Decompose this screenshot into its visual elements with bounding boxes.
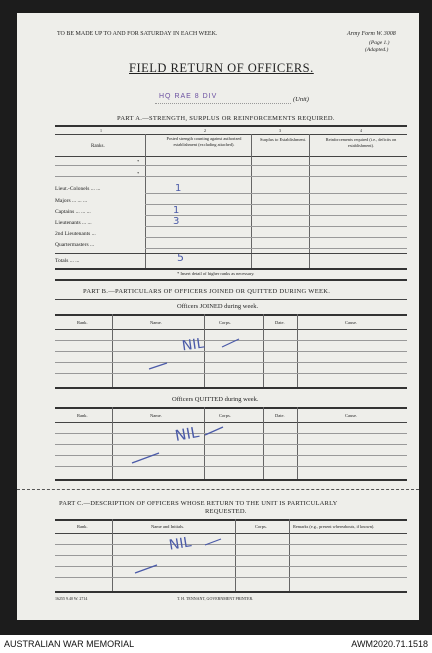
captains-value: 1 xyxy=(173,205,180,216)
part-c-title-line2: REQUESTED. xyxy=(205,508,247,515)
form-page xyxy=(17,13,419,620)
part-b-top-rule xyxy=(55,279,407,281)
col-header-corps: Corps. xyxy=(255,524,267,529)
col-header-remarks: Remarks (e.g., present whereabouts, if known). xyxy=(293,524,375,529)
header-instruction: TO BE MADE UP TO AND FOR SATURDAY IN EACH WEEK. xyxy=(57,31,218,37)
page-title: FIELD RETURN OF OFFICERS. xyxy=(129,61,314,75)
form-page-note: (Page 1.) xyxy=(369,40,390,46)
quitted-strike-mark xyxy=(127,423,237,468)
col-header-name: Name. xyxy=(150,413,162,418)
part-c-strike-mark xyxy=(127,533,237,578)
col-divider xyxy=(297,407,298,479)
part-c-title-line1: PART C.—DESCRIPTION OF OFFICERS WHOSE RETURN TO THE UNIT IS PARTICULARLY xyxy=(59,500,338,507)
col-header-corps: Corps. xyxy=(219,320,231,325)
col-header-name-initials: Name and Initials. xyxy=(151,524,185,529)
col-header-surplus: Surplus to Establishment. xyxy=(259,137,307,142)
footnote: * Insert detail of higher ranks as necessary. xyxy=(177,271,255,276)
row-rule xyxy=(145,237,407,238)
part-c-handwriting: NIL xyxy=(167,534,193,554)
joined-handwriting: NIL xyxy=(180,335,206,355)
part-a-title: PART A.—STRENGTH, SURPLUS OR REINFORCEMENTS REQUIRED. xyxy=(117,115,335,122)
rule xyxy=(55,387,407,389)
quitted-subtitle: Officers QUITTED during week. xyxy=(172,396,259,403)
col-header-date: Date. xyxy=(275,413,285,418)
unit-line xyxy=(155,103,291,104)
row-rule xyxy=(55,253,407,254)
rule xyxy=(55,156,407,157)
joined-strike-mark xyxy=(147,333,247,373)
caption-bar xyxy=(0,635,432,653)
col-header-rank: Rank. xyxy=(77,320,88,325)
unit-label: (Unit) xyxy=(293,96,309,103)
col-header-ranks: Ranks. xyxy=(91,144,105,149)
col-divider xyxy=(263,407,264,479)
col-number: 4 xyxy=(360,128,362,133)
rule xyxy=(55,591,407,593)
col-header-date: Date. xyxy=(275,320,285,325)
col-header-cause: Cause. xyxy=(345,320,358,325)
form-adapted-note: (Adapted.) xyxy=(365,47,389,53)
rule xyxy=(55,134,407,135)
col-header-posted: Posted strength counting against authorized establishment (excluding attached). xyxy=(166,136,242,147)
col-header-name: Name. xyxy=(150,320,162,325)
totals-value: 5 xyxy=(177,251,184,264)
rank-footnote-marker: * xyxy=(137,159,140,164)
rank-label: Lieut.-Colonels ... ... xyxy=(55,186,101,192)
part-a-bottom-rule xyxy=(55,268,407,270)
caption-id: AWM2020.71.1518 xyxy=(351,639,428,649)
rank-label: Quartermasters ... xyxy=(55,242,95,248)
row-rule xyxy=(145,204,407,205)
perforation-line xyxy=(17,489,419,490)
unit-stamp: HQ RAE 8 DIV xyxy=(159,93,218,100)
col-header-corps: Corps. xyxy=(219,413,231,418)
rank-label: 2nd Lieutenants ... xyxy=(55,231,96,237)
joined-subtitle: Officers JOINED during week. xyxy=(177,303,259,310)
quitted-handwriting: NIL xyxy=(173,423,201,445)
col-header-reinforcements: Reinforcements required (i.e., deficits on establishment). xyxy=(325,137,397,148)
form-number: Army Form W. 3008 xyxy=(347,31,396,37)
rule xyxy=(55,329,407,330)
rank-footnote-marker: * xyxy=(137,171,140,176)
lt-colonel-value: 1 xyxy=(175,183,182,194)
lieutenants-value: 3 xyxy=(173,216,180,227)
rule xyxy=(55,299,407,300)
row-rule xyxy=(145,215,407,216)
rank-label-totals: Totals ... ... xyxy=(55,258,80,264)
col-header-cause: Cause. xyxy=(345,413,358,418)
rank-label: Majors ... ... ... xyxy=(55,198,88,204)
row-rule xyxy=(145,226,407,227)
rank-label: Captains ... ... ... xyxy=(55,209,91,215)
row-rule xyxy=(55,165,407,166)
row-rule xyxy=(145,248,407,249)
rule xyxy=(55,479,407,481)
part-a-top-rule xyxy=(55,125,407,127)
col-divider xyxy=(112,407,113,479)
rank-label: Lieutenants ... ... xyxy=(55,220,92,226)
col-header-rank: Rank. xyxy=(77,413,88,418)
row-rule xyxy=(55,373,407,374)
rule xyxy=(55,407,407,409)
col-number: 3 xyxy=(279,128,281,133)
col-number: 2 xyxy=(204,128,206,133)
col-header-rank: Rank. xyxy=(77,524,88,529)
caption-source: AUSTRALIAN WAR MEMORIAL xyxy=(4,639,135,649)
rule xyxy=(55,519,407,521)
row-rule xyxy=(145,193,407,194)
print-code: 16255 9.40 W. 2714 xyxy=(55,596,88,601)
col-number: 1 xyxy=(100,128,102,133)
rule xyxy=(55,314,407,316)
part-b-title: PART B.—PARTICULARS OF OFFICERS JOINED OR QUITTED DURING WEEK. xyxy=(83,288,331,295)
printer-credit: T. H. TENNANT, GOVERNMENT PRINTER. xyxy=(177,596,254,601)
row-rule xyxy=(55,176,407,177)
